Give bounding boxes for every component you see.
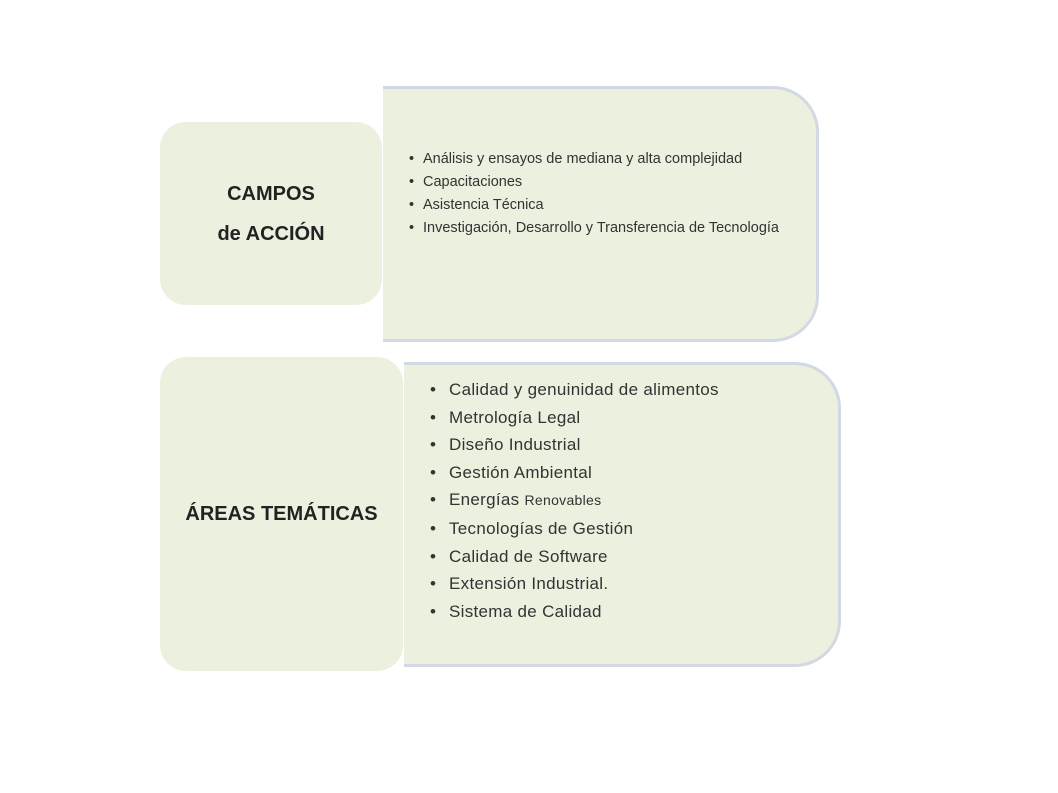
areas-label-box (160, 357, 403, 671)
areas-title: ÁREAS TEMÁTICAS (185, 502, 378, 525)
list-item: • Diseño Industrial (430, 434, 830, 455)
list-item: • Sistema de Calidad (430, 601, 830, 622)
list-item: • Calidad de Software (430, 546, 830, 567)
list-item: • Extensión Industrial. (430, 573, 830, 594)
areas-list (430, 379, 830, 628)
list-item: • Gestión Ambiental (430, 462, 830, 483)
campos-label-box (160, 122, 382, 305)
list-item-text: Energías (449, 490, 520, 510)
list-item: • Capacitaciones (409, 172, 809, 193)
list-item: • Metrología Legal (430, 407, 830, 428)
list-item: • Investigación, Desarrollo y Transferencia de Tecnología (409, 218, 809, 239)
campos-items-panel (383, 86, 819, 342)
list-item-suffix: Renovables (524, 492, 602, 509)
campos-title-line1: CAMPOS (227, 182, 315, 205)
campos-title-line2: de ACCIÓN (217, 222, 325, 245)
list-item: • Asistencia Técnica (409, 195, 809, 216)
list-item: • Análisis y ensayos de mediana y alta complejidad (409, 149, 809, 170)
list-item (430, 489, 830, 511)
areas-items-panel (404, 362, 841, 667)
list-item: • Tecnologías de Gestión (430, 518, 830, 539)
list-item: • Calidad y genuinidad de alimentos (430, 379, 830, 400)
campos-list (409, 149, 809, 241)
